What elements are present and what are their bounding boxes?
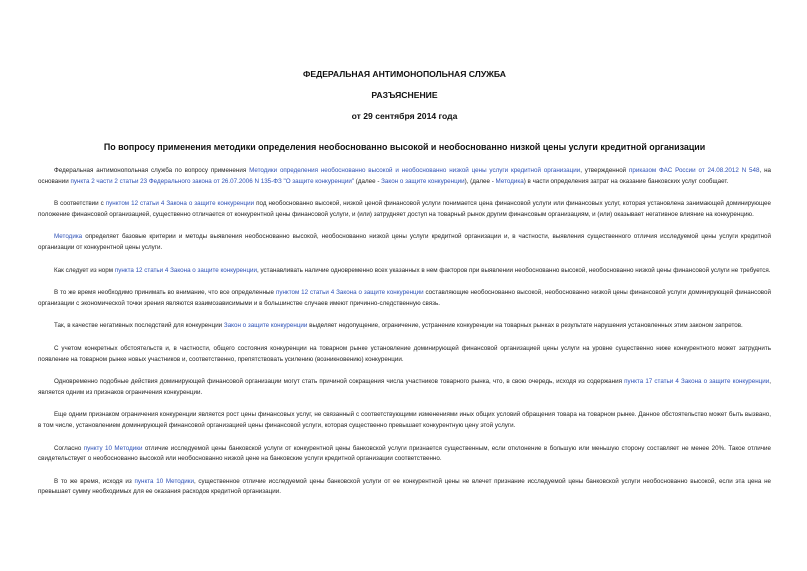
document-link[interactable]: Закон о защите конкуренции [381, 177, 465, 185]
paragraph-text: , на основании [38, 167, 771, 185]
paragraph [38, 444, 771, 465]
document-link[interactable]: пунктом 12 статьи 4 Закона о защите конкуренции [275, 289, 424, 297]
paragraph-text: Согласно [54, 444, 84, 452]
paragraph-text: (далее - [354, 177, 382, 185]
document-link[interactable]: пунктом 12 статьи 4 Закона о защите конкуренции [105, 200, 255, 208]
document-link[interactable]: пункта 10 Методики [134, 477, 194, 485]
paragraph-text: Как следует из норм [54, 266, 115, 274]
document-link[interactable]: пункта 17 статьи 4 Закона о защите конкуренции [624, 378, 770, 386]
organization-name: ФЕДЕРАЛЬНАЯ АНТИМОНОПОЛЬНАЯ СЛУЖБА [303, 69, 506, 79]
paragraph-text: В то же время, исходя из [54, 477, 135, 485]
paragraph [38, 266, 771, 277]
document-link[interactable]: Методика [54, 233, 83, 241]
paragraph-text: ), (далее - [464, 177, 496, 185]
paragraph-text: отличие исследуемой цены банковской услуги от конкурентной цены банковской услуги признается существенным, если отклонение в большую или меньшую сторону составляет не менее 20%. Такое отличие свидетельствует о необоснованно высокой или необоснованно низкой цене на банковские услуги кредитной организации соответственно. [38, 444, 771, 463]
document-link[interactable]: Закон о защите конкуренции [223, 322, 308, 330]
paragraph-text: , существенное отличие исследуемой цены банковской услуги от ее конкурентной цены не влечет признание исследуемой цены банковской услуги необоснованно высокой, если эта цена не превышает сумму необходимых для ее оказания расходов кредитной организации. [38, 477, 772, 496]
paragraph-text: определяет базовые критерии и методы выявления необоснованно высокой, необоснованно низкой цены услуги кредитной организации и, в частности, выявления существенного отличия исследуемой цены услуги кредитной организации от конкурентной цены услуги. [38, 233, 771, 251]
paragraph-text: С учетом конкретных обстоятельств и, в частности, общего состояния конкуренции на товарном рынке установление доминирующей финансовой организацией цены услуги на уровне существенно ниже конкурентного может затруднить появление на товарном рынке новых участников и, соответственно, препятствовать усилению (возникновению) конкуренции. [38, 344, 771, 363]
paragraph-text: составляющие необоснованно высокой, необоснованно низкой цены финансовой услуги доминирующей финансовой организации с экономической точки зрения являются взаимозависимыми и в большинстве случаев имеют причинно-следственную связь. [38, 289, 772, 307]
paragraph-text: , устанавливать наличие одновременно всех указанных в нем факторов при выявлении необоснованно высокой, необоснованно низкой цены финансовой услуги не требуется. [257, 266, 771, 274]
paragraph-text: Федеральная антимонопольная служба по вопросу применения [54, 167, 250, 174]
document-link[interactable]: Методика [495, 177, 524, 185]
paragraph-text: Одновременно подобные действия доминирующей финансовой организации могут стать причиной сокращения числа участников товарного рынка, что, в свою очередь, исходя из содержания [54, 378, 625, 386]
paragraph-text: под необоснованно высокой, низкой ценой финансовой услуги понимается цена финансовой услуги или финансовых услуг, которая установлена занимающей доминирующее положение финансовой организацией, существенно отличается от конкурентной цены финансовой услуги, и (или) затрудняет доступ на товарный рынок другим финансовым организациям, и (или) оказывает негативное влияние на конкуренцию. [38, 200, 772, 218]
paragraph [38, 410, 771, 431]
paragraph-text: выделяет недопущение, ограничение, устранение конкуренции на товарных рынках в результате нарушения установленных этим законом запретов. [307, 322, 743, 330]
document-link[interactable]: приказом ФАС России от 24.08.2012 N 548 [629, 167, 760, 174]
paragraph-text: В соответствии с [54, 200, 106, 208]
paragraph [38, 344, 771, 365]
document-body [38, 166, 771, 510]
paragraph [38, 288, 771, 309]
document-link[interactable]: пункту 10 Методики [83, 444, 143, 452]
document-link[interactable]: Методики определения необоснованно высокой и необоснованно низкой цены услуги кредитной организации [249, 167, 581, 174]
paragraph-text: , утвержденной [580, 167, 630, 174]
document-title: По вопросу применения методики определения необоснованно высокой и необоснованно низкой цены услуги кредитной организации [103, 142, 706, 152]
paragraph [38, 166, 771, 187]
paragraph [38, 321, 771, 332]
paragraph-text: Еще одним признаком ограничения конкуренции является рост цены финансовых услуг, не связанный с соответствующими изменениями иных общих условий обращения товара на товарном рынке. Данное обстоятельство может быть вызвано, в том числе, установлением доминирующей финансовой организацией цены финансовой услуги, которая существенно превышает конкурентную цену этой услуги. [38, 411, 771, 429]
paragraph [38, 232, 771, 253]
paragraph-text: ) в части определения затрат на оказание банковских услуг сообщает. [523, 177, 729, 185]
paragraph [38, 477, 771, 498]
paragraph-text: , является одним из признаков ограничения конкуренции. [38, 378, 771, 396]
document-date: от 29 сентября 2014 года [351, 111, 458, 121]
paragraph-text: В то же время необходимо принимать во внимание, что все определенные [54, 289, 276, 297]
document-link[interactable]: пункта 12 статьи 4 Закона о защите конкуренции [114, 266, 258, 274]
document-type: РАЗЪЯСНЕНИЕ [371, 90, 438, 100]
document-link[interactable]: пункта 2 части 2 статьи 23 Федерального закона от 26.07.2006 N 135-ФЗ "О защите конкуренции" [70, 177, 355, 185]
paragraph [38, 377, 771, 398]
paragraph-text: Так, в качестве негативных последствий для конкуренции [54, 322, 224, 330]
paragraph [38, 199, 771, 220]
